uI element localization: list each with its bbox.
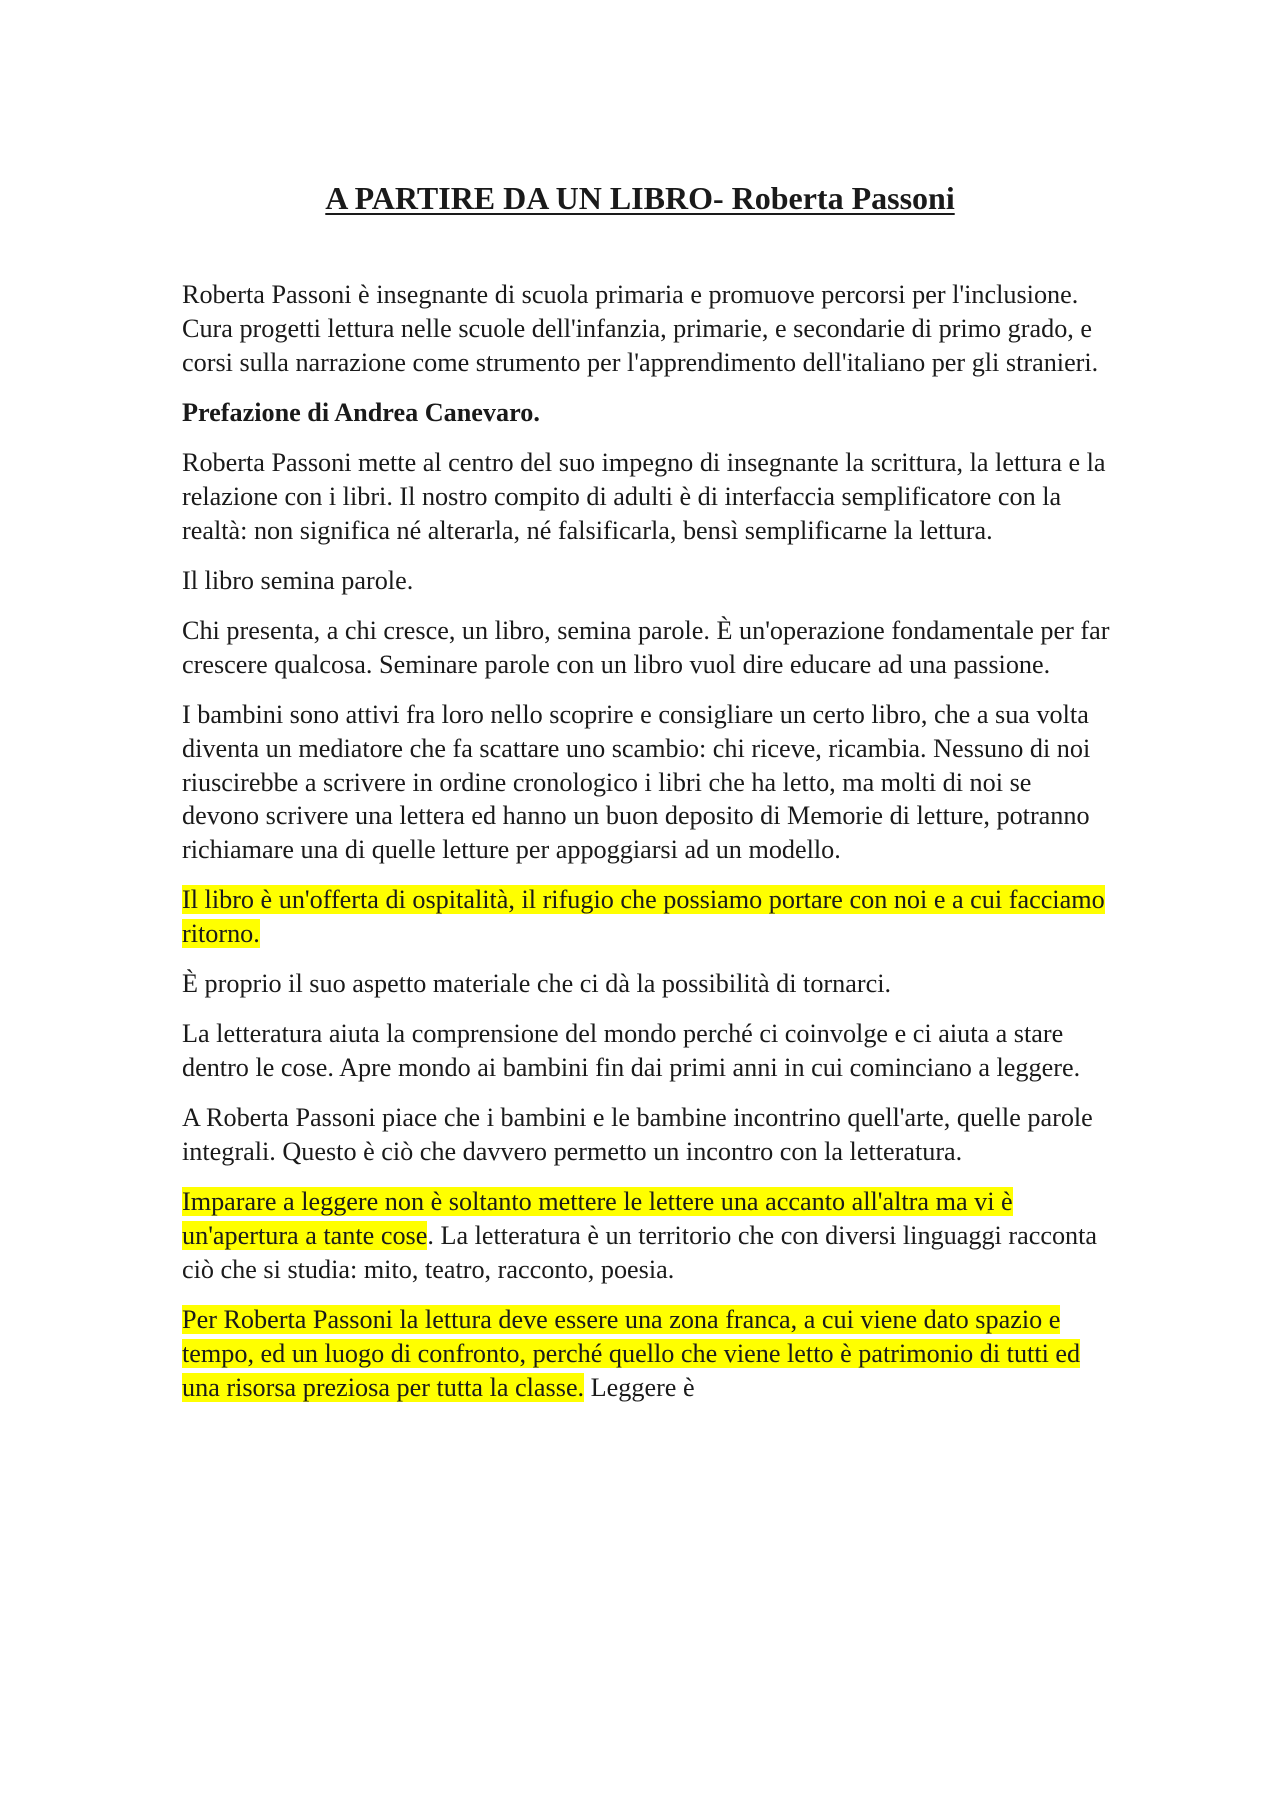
text-run: A Roberta Passoni piace che i bambini e le bambine incontrino quell'arte, quelle parole integrali. Questo è ciò che davvero permetto un incontro con la letteratura. xyxy=(182,1103,1093,1167)
highlighted-text: Il libro è un'offerta di ospitalità, il rifugio che possiamo portare con noi e a cui facciamo ritorno. xyxy=(182,885,1105,949)
text-run: Leggere è xyxy=(584,1372,695,1402)
text-run: Roberta Passoni mette al centro del suo impegno di insegnante la scrittura, la lettura e la relazione con i libri. Il nostro compito di adulti è di interfaccia semplificatore con la realtà: non significa né alterarla, né falsificarla, bensì semplificarne la lettura. xyxy=(182,447,1106,545)
body-paragraph xyxy=(182,1185,1112,1286)
body-paragraph xyxy=(182,564,1112,598)
text-run: La letteratura aiuta la comprensione del mondo perché ci coinvolge e ci aiuta a stare dentro le cose. Apre mondo ai bambini fin dai primi anni in cui cominciano a leggere. xyxy=(182,1019,1081,1083)
body-paragraph xyxy=(182,1017,1112,1085)
body-paragraph xyxy=(182,278,1112,379)
body-paragraph xyxy=(182,1101,1112,1169)
text-run: È proprio il suo aspetto materiale che ci dà la possibilità di tornarci. xyxy=(182,969,892,999)
text-run: Chi presenta, a chi cresce, un libro, semina parole. È un'operazione fondamentale per far crescere qualcosa. Seminare parole con un libro vuol dire educare ad una passione. xyxy=(182,615,1110,679)
body-paragraph xyxy=(182,446,1112,547)
body-paragraph xyxy=(182,698,1112,867)
document-body xyxy=(182,278,1112,1421)
text-run: Roberta Passoni è insegnante di scuola primaria e promuove percorsi per l'inclusione. Cura progetti lettura nelle scuole dell'infanzia, primarie, e secondarie di primo grado, e corsi sulla narrazione come strumento per l'apprendimento dell'italiano per gli stranieri. xyxy=(182,280,1099,377)
text-run: Prefazione di Andrea Canevaro. xyxy=(182,397,540,427)
text-run: Il libro semina parole. xyxy=(182,565,414,595)
highlighted-text: Imparare a leggere non è soltanto mettere le lettere una accanto all'altra ma vi è un'apertura a tante cose xyxy=(182,1187,1013,1251)
body-paragraph xyxy=(182,967,1112,1001)
text-run: I bambini sono attivi fra loro nello scoprire e consigliare un certo libro, che a sua volta diventa un mediatore che fa scattare uno scambio: chi riceve, ricambia. Nessuno di noi riuscirebbe a scrivere in ordine cronologico i libri che ha letto, ma molti di noi se devono scrivere una lettera ed hanno un buon deposito di Memorie di letture, potranno richiamare una di quelle letture per appoggiarsi ad un modello. xyxy=(182,699,1091,865)
highlighted-text: Per Roberta Passoni la lettura deve essere una zona franca, a cui viene dato spazio e tempo, ed un luogo di confronto, perché quello che viene letto è patrimonio di tutti ed una risorsa preziosa per tutta la classe. xyxy=(182,1305,1081,1402)
body-paragraph xyxy=(182,883,1112,951)
text-run: . La letteratura è un territorio che con diversi linguaggi racconta ciò che si studia: mito, teatro, racconto, poesia. xyxy=(182,1221,1098,1285)
document-title: A PARTIRE DA UN LIBRO- Roberta Passoni xyxy=(325,180,955,216)
body-paragraph xyxy=(182,614,1112,682)
body-paragraph xyxy=(182,1303,1112,1404)
section-heading xyxy=(182,396,1112,430)
